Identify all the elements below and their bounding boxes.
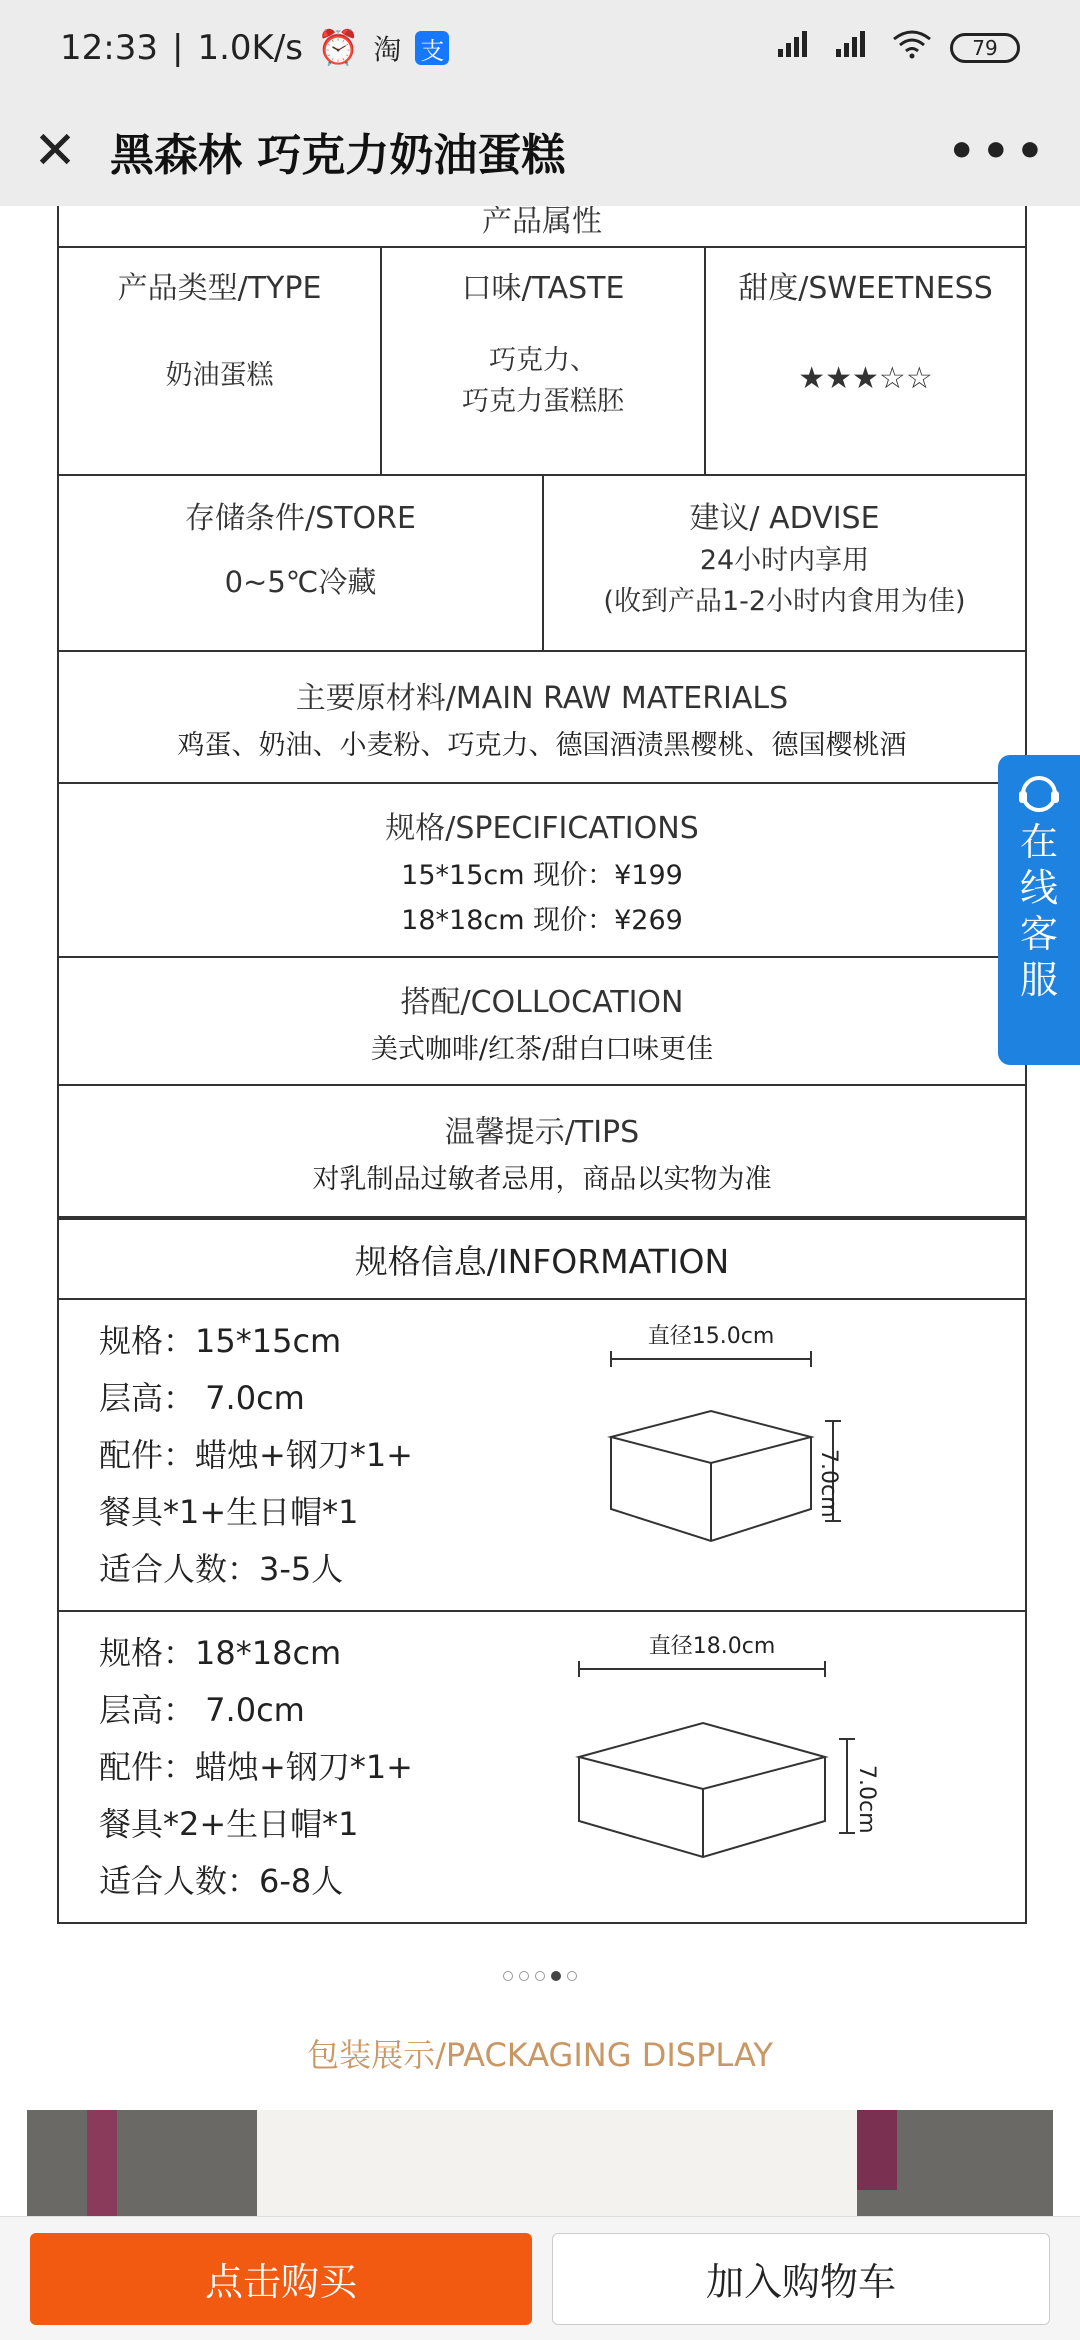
- signal-icon: [776, 28, 816, 68]
- carousel-dot[interactable]: [567, 1971, 577, 1981]
- spec-accessories-2: 餐具*2+生日帽*1: [99, 1804, 359, 1843]
- status-time: 12:33: [60, 28, 158, 68]
- title-bar: [0, 96, 1080, 206]
- carousel-dot[interactable]: [535, 1971, 545, 1981]
- bottom-action-bar: [0, 2216, 1080, 2340]
- spec-size: 规格：15*15cm: [99, 1321, 342, 1360]
- spec-item-small: [59, 1300, 1025, 1612]
- packaging-image: [27, 2110, 1053, 2216]
- collocation-label: 搭配/COLLOCATION: [400, 984, 684, 1020]
- spec-item-large: [59, 1612, 1025, 1922]
- spec-accessories: 配件：蜡烛+钢刀*1+: [99, 1435, 413, 1474]
- carousel-indicator: [0, 1971, 1080, 1981]
- carousel-dot[interactable]: [503, 1971, 513, 1981]
- add-to-cart-button[interactable]: 加入购物车: [552, 2233, 1050, 2325]
- wifi-icon: [892, 28, 932, 68]
- box-drawing: [599, 1345, 899, 1595]
- status-network-speed: 1.0K/s: [197, 28, 303, 68]
- type-value: 奶油蛋糕: [165, 360, 274, 391]
- height-label: 7.0cm: [854, 1765, 879, 1834]
- product-attributes-table: [57, 206, 1027, 1218]
- alarm-icon: ⏰: [317, 28, 360, 68]
- store-value: 0~5℃冷藏: [224, 565, 377, 599]
- information-title: 规格信息/INFORMATION: [59, 1220, 1025, 1300]
- spec-size: 规格：18*18cm: [99, 1633, 342, 1672]
- sweetness-cell: [706, 248, 1025, 474]
- taste-label: 口味/TASTE: [461, 271, 625, 306]
- status-divider: |: [171, 28, 184, 68]
- status-bar: [0, 0, 1080, 96]
- spec-accessories-2: 餐具*1+生日帽*1: [99, 1492, 359, 1531]
- tips-value: 对乳制品过敏者忌用，商品以实物为准: [312, 1163, 772, 1195]
- attributes-section-title: 产品属性: [482, 206, 602, 239]
- signal-icon-2: [834, 28, 874, 68]
- carousel-dot[interactable]: [519, 1971, 529, 1981]
- battery-icon: 79: [950, 33, 1020, 63]
- taobao-icon: 淘: [373, 33, 402, 66]
- packaging-title: 包装展示/PACKAGING DISPLAY: [307, 2036, 773, 2074]
- taste-value-2: 巧克力蛋糕胚: [462, 385, 624, 417]
- advise-cell: [544, 476, 1025, 650]
- spec-height: 层高： 7.0cm: [99, 1378, 305, 1417]
- online-service-button[interactable]: [998, 755, 1080, 1065]
- collocation-value: 美式咖啡/红茶/甜白口味更佳: [370, 1033, 714, 1065]
- spec-information-block: [57, 1218, 1027, 1924]
- spec-height: 层高： 7.0cm: [99, 1690, 305, 1729]
- product-detail-content: [0, 206, 1080, 2216]
- store-label: 存储条件/STORE: [185, 501, 416, 536]
- materials-label: 主要原材料/MAIN RAW MATERIALS: [295, 680, 789, 716]
- spec-people: 适合人数：3-5人: [99, 1549, 344, 1588]
- advise-value-1: 24小时内享用: [699, 545, 870, 576]
- sweetness-stars: ★★★☆☆: [798, 361, 933, 396]
- advise-label: 建议/ ADVISE: [689, 501, 880, 536]
- taste-cell: [382, 248, 706, 474]
- diameter-label: 直径15.0cm: [647, 1324, 775, 1349]
- spec-value-2: 18*18cm 现价：¥269: [401, 905, 683, 936]
- advise-value-2: (收到产品1-2小时内食用为佳): [603, 585, 966, 617]
- service-label: 在线客服: [1019, 820, 1058, 1002]
- cake-box-diagram-small: [559, 1315, 985, 1595]
- spec-label: 规格/SPECIFICATIONS: [385, 811, 699, 846]
- alipay-icon: 支: [415, 31, 449, 65]
- sweetness-label: 甜度/SWEETNESS: [738, 271, 993, 306]
- tips-label: 温馨提示/TIPS: [444, 1114, 640, 1150]
- spec-people: 适合人数：6-8人: [99, 1861, 344, 1900]
- spec-accessories: 配件：蜡烛+钢刀*1+: [99, 1747, 413, 1786]
- taste-value-1: 巧克力、: [489, 345, 597, 376]
- height-label: 7.0cm: [816, 1449, 841, 1518]
- box-drawing: [575, 1653, 895, 1903]
- type-cell: [59, 248, 382, 474]
- more-options-icon[interactable]: •••: [947, 125, 1050, 177]
- carousel-dot-active[interactable]: [551, 1971, 561, 1981]
- buy-button[interactable]: 点击购买: [30, 2233, 532, 2325]
- diameter-label: 直径18.0cm: [648, 1634, 776, 1659]
- cake-box-diagram-large: [559, 1627, 985, 1907]
- type-label: 产品类型/TYPE: [117, 271, 322, 306]
- spec-value-1: 15*15cm 现价：¥199: [401, 860, 683, 891]
- headset-icon: [1014, 769, 1064, 819]
- close-icon[interactable]: ✕: [33, 121, 77, 181]
- page-title: 黑森林 巧克力奶油蛋糕: [110, 130, 566, 181]
- materials-value: 鸡蛋、奶油、小麦粉、巧克力、德国酒渍黑樱桃、德国樱桃酒: [177, 729, 907, 761]
- store-cell: [59, 476, 544, 650]
